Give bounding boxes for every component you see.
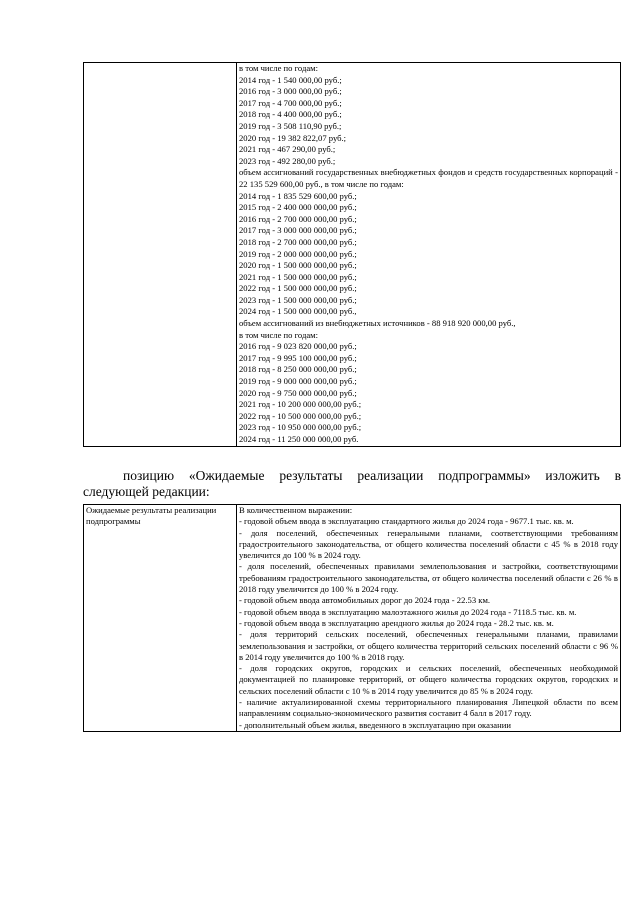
gos-corp-line: 2016 год - 2 700 000 000,00 руб.; (239, 213, 357, 224)
result-item: - годовой объем ввода в эксплуатацию арендного жилья до 2024 года - 28.2 тыс. кв. м. (239, 617, 554, 628)
gos-corp-line: 2014 год - 1 835 529 600,00 руб.; (239, 190, 357, 201)
vnebudg-line: 2022 год - 10 500 000 000,00 руб.; (239, 410, 362, 421)
table-row (84, 505, 621, 732)
result-item: - доля городских округов, городских и сельских поселений, обеспеченных необходимой документацией по планировке территорий, от общего количества городских округов, городских и сельских поселений области с 10 % в 2014 году увеличится до 85 % в 2024 году. (239, 663, 618, 696)
vnebudg-line: 2021 год - 10 200 000 000,00 руб.; (239, 399, 362, 410)
financing-cell (237, 63, 621, 447)
gos-corp-line: 2019 год - 2 000 000 000,00 руб.; (239, 248, 357, 259)
result-item: - годовой объем ввода в эксплуатацию стандартного жилья до 2024 года - 9677.1 тыс. кв. м. (239, 516, 574, 527)
financing-line: 2023 год - 492 280,00 руб.; (239, 155, 336, 166)
result-item: - дополнительный объем жилья, введенного в эксплуатацию при оказании (239, 719, 511, 730)
financing-line: 2017 год - 4 700 000,00 руб.; (239, 97, 342, 108)
financing-line: в том числе по годам: (239, 63, 318, 73)
amendment-paragraph: позицию «Ожидаемые результаты реализации подпрограммы» изложить в следующей редакции: (83, 468, 621, 499)
financing-line: 2019 год - 3 508 110,90 руб.; (239, 120, 342, 131)
results-table (83, 504, 621, 732)
vnebudg-line: 2020 год - 9 750 000 000,00 руб.; (239, 387, 357, 398)
gos-corp-line: 2017 год - 3 000 000 000,00 руб.; (239, 225, 357, 236)
gos-corp-line: 2015 год - 2 400 000 000,00 руб.; (239, 202, 357, 213)
financing-line: 2018 год - 4 400 000,00 руб.; (239, 109, 342, 120)
financing-table (83, 62, 621, 447)
gos-corp-line: 2021 год - 1 500 000 000,00 руб.; (239, 271, 357, 282)
result-item: - наличие актуализированной схемы территориального планирования Липецкой области по всем направлениям социально-экономического развития составит 4 балл в 2017 году. (239, 697, 618, 719)
gos-corp-line: 2018 год - 2 700 000 000,00 руб.; (239, 236, 357, 247)
financing-line: 2020 год - 19 382 822,07 руб.; (239, 132, 347, 143)
financing-line: 2016 год - 3 000 000,00 руб.; (239, 86, 342, 97)
financing-line: 2014 год - 1 540 000,00 руб.; (239, 74, 342, 85)
gos-corp-line: 2024 год - 1 500 000 000,00 руб., (239, 306, 357, 317)
result-item: - годовой объем ввода в эксплуатацию малоэтажного жилья до 2024 года - 7118.5 тыс. кв. м. (239, 606, 577, 617)
vnebudg-line: 2024 год - 11 250 000 000,00 руб. (239, 434, 359, 444)
result-item: - доля территорий сельских поселений, обеспеченных генеральными планами, правилами землепользования и застройки, от общего количества территорий сельских поселений области с 96 % в 2014 году увеличится до 100 % в 2018 году. (239, 629, 618, 662)
vnebudg-line: 2017 год - 9 995 100 000,00 руб.; (239, 352, 357, 363)
results-intro: В количественном выражении: (239, 505, 353, 515)
vnebudg-line: 2023 год - 10 950 000 000,00 руб.; (239, 422, 362, 433)
results-label-cell: Ожидаемые результаты реализации подпрограммы (84, 505, 237, 732)
gos-corp-line: 2023 год - 1 500 000 000,00 руб.; (239, 294, 357, 305)
results-cell (237, 505, 621, 732)
result-item: - доля поселений, обеспеченных правилами землепользования и застройки, соответствующими требованиям градостроительного законодательства, от общего количества поселений области с 26 % в 2018 году увеличится до 100 % в 2024 году. (239, 561, 618, 595)
vnebudg-line: 2016 год - 9 023 820 000,00 руб.; (239, 341, 357, 352)
vnebudg-text: объем ассигнований из внебюджетных источников - 88 918 920 000,00 руб., (239, 318, 516, 329)
vnebudg-line: 2019 год - 9 000 000 000,00 руб.; (239, 376, 357, 387)
gos-corp-text: объем ассигнований государственных внебюджетных фондов и средств государственных корпораций - 22 135 529 600,00 руб., в том числе по годам: (239, 167, 618, 189)
result-item: - доля поселений, обеспеченных генеральными планами, соответствующими требованиям градостроительного законодательства, от общего количества поселений области с 45 % в 2018 году увеличится до 100 % в 2024 году. (239, 527, 618, 561)
table-left-cell (84, 63, 237, 447)
gos-corp-line: 2022 год - 1 500 000 000,00 руб.; (239, 283, 357, 294)
vnebudg-line: в том числе по годам: (239, 329, 318, 340)
result-item: - годовой объем ввода автомобильных дорог до 2024 года - 22.53 км. (239, 595, 491, 606)
financing-line: 2021 год - 467 290,00 руб.; (239, 144, 336, 155)
vnebudg-line: 2018 год - 8 250 000 000,00 руб.; (239, 364, 357, 375)
table-row (84, 63, 621, 447)
gos-corp-line: 2020 год - 1 500 000 000,00 руб.; (239, 260, 357, 271)
